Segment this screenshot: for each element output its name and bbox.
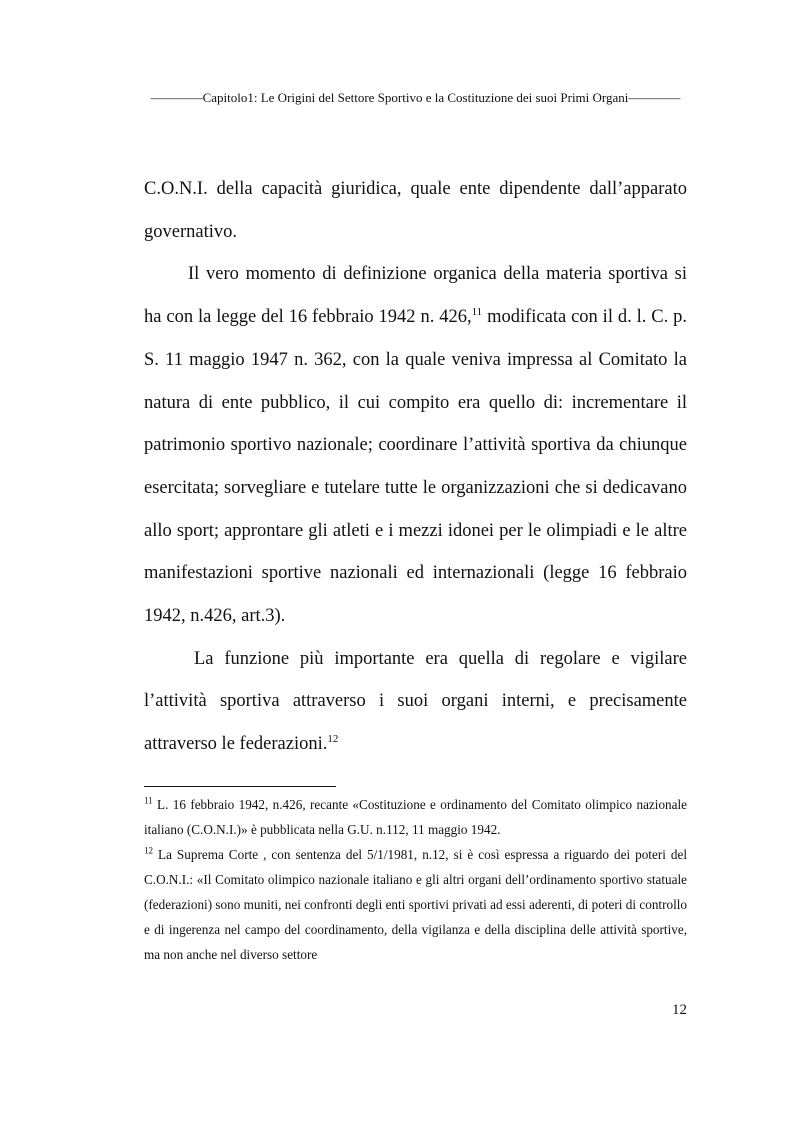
- footnote-12-text: La Suprema Corte , con sentenza del 5/1/1981, n.12, si è così espressa a riguardo dei poteri del C.O.N.I.: «Il Comitato olimpico nazionale italiano e gli altri organi dell’ordinamento sportivo statuale (federazioni) sono muniti, nei confronti degli enti sportivi privati ad essi aderenti, di poteri di controllo e di ingerenza nel campo del coordinamento, della vigilanza e della disciplina delle attività sportive, ma non anche nel diverso settore: [144, 847, 687, 962]
- paragraph-3: [144, 638, 687, 766]
- footnote-divider: [144, 786, 336, 787]
- footnote-11-number: 11: [144, 795, 153, 806]
- footnote-12-number: 12: [144, 845, 153, 856]
- paragraph-2-part-1: Il vero momento di definizione organica della materia sportiva si ha con la legge del 16 febbraio 1942 n. 426,: [144, 264, 687, 328]
- paragraph-1: C.O.N.I. della capacità giuridica, quale ente dipendente dall’apparato governativo.: [144, 179, 687, 242]
- running-header: ————Capitolo1: Le Origini del Settore Sportivo e la Costituzione dei suoi Primi Organi————: [150, 90, 681, 105]
- paragraph-3-text: La funzione più importante era quella di regolare e vigilare l’attività sportiva attraverso i suoi organi interni, e precisamente attraverso le federazioni.: [144, 648, 687, 755]
- footnotes: [144, 792, 687, 967]
- main-text: [144, 168, 687, 766]
- footnote-11: [144, 792, 687, 842]
- page-number: 12: [672, 1002, 687, 1018]
- footnote-12: [144, 842, 687, 967]
- footnote-ref-11[interactable]: 11: [471, 305, 483, 318]
- footnote-11-text: L. 16 febbraio 1942, n.426, recante «Costituzione e ordinamento del Comitato olimpico nazionale italiano (C.O.N.I.)» è pubblicata nella G.U. n.112, 11 maggio 1942.: [144, 797, 687, 837]
- paragraph-2-part-2: modificata con il d. l. C. p. S. 11 maggio 1947 n. 362, con la quale veniva impressa al Comitato la natura di ente pubblico, il cui compito era quello di: incrementare il patrimonio sportivo nazionale; coordinare l’attività sportiva da chiunque esercitata; sorvegliare e tutelare tutte le organizzazioni che si dedicavano allo sport; approntare gli atleti e i mezzi idonei per le olimpiadi e le altre manifestazioni sportive nazionali ed internazionali (legge 16 febbraio 1942, n.426, art.3).: [144, 307, 687, 627]
- paragraph-2: [144, 253, 687, 637]
- footnote-ref-12[interactable]: 12: [327, 732, 339, 745]
